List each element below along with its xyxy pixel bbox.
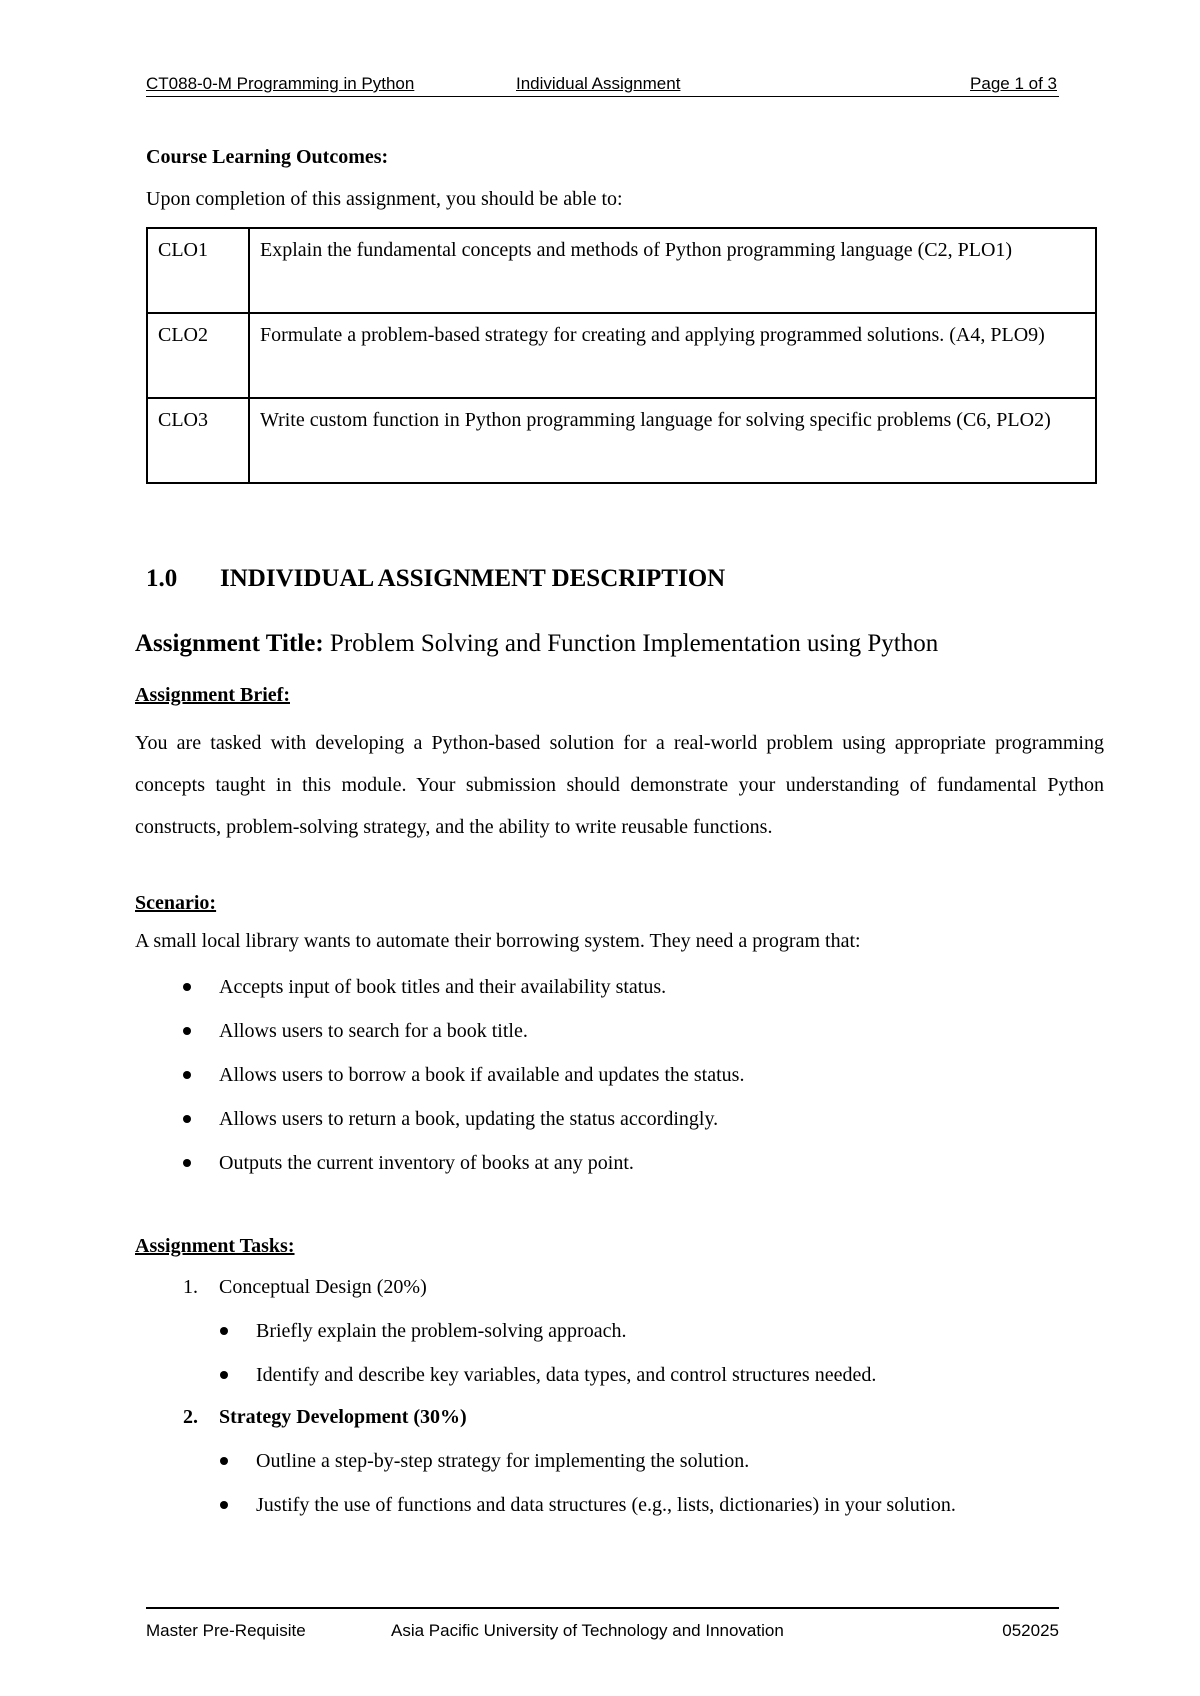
brief-paragraph: You are tasked with developing a Python-based solution for a real-world problem using appropriate programming concepts taught in this module. Your submission should demonstrate your understanding of fundamental Python constructs, problem-solving strategy, and the ability to write reusable functions.	[135, 732, 1104, 838]
task-number: 2.	[183, 1406, 198, 1428]
header-course-code: CT088-0-M Programming in Python	[146, 74, 415, 93]
assignment-title	[135, 630, 938, 658]
clo-row	[147, 228, 1096, 313]
list-item: Allows users to return a book, updating the status accordingly.	[183, 1097, 744, 1141]
list-item: Accepts input of book titles and their availability status.	[183, 965, 744, 1009]
clo-code: CLO1	[147, 228, 249, 313]
list-item: Justify the use of functions and data structures (e.g., lists, dictionaries) in your solution.	[220, 1483, 956, 1527]
header-assignment-type: Individual Assignment	[516, 74, 681, 93]
task-item	[183, 1406, 467, 1429]
list-item: Allows users to borrow a book if available and updates the status.	[183, 1053, 744, 1097]
footer-left: Master Pre-Requisite	[146, 1621, 306, 1640]
assignment-title-label: Assignment Title:	[135, 630, 324, 657]
task-title: Conceptual Design (20%)	[219, 1276, 427, 1298]
task-title: Strategy Development (30%)	[219, 1406, 467, 1428]
clo-intro: Upon completion of this assignment, you should be able to:	[146, 188, 623, 210]
task-number: 1.	[183, 1276, 198, 1298]
section-title: INDIVIDUAL ASSIGNMENT DESCRIPTION	[220, 565, 726, 592]
scenario-intro: A small local library wants to automate their borrowing system. They need a program that:	[135, 930, 861, 952]
header-page-number: Page 1 of 3	[970, 74, 1057, 93]
clo-description: Explain the fundamental concepts and methods of Python programming language (C2, PLO1)	[249, 228, 1096, 313]
section-number: 1.0	[146, 565, 178, 592]
page-footer	[146, 1607, 1059, 1639]
footer-institution: Asia Pacific University of Technology and Innovation	[391, 1621, 784, 1640]
clo-heading: Course Learning Outcomes:	[146, 146, 389, 168]
list-item: Identify and describe key variables, data types, and control structures needed.	[220, 1353, 876, 1397]
clo-code: CLO3	[147, 398, 249, 483]
clo-row	[147, 313, 1096, 398]
list-item: Outputs the current inventory of books at any point.	[183, 1141, 744, 1185]
clo-code: CLO2	[147, 313, 249, 398]
scenario-list	[183, 965, 744, 1185]
footer-code: 052025	[1002, 1621, 1059, 1640]
page-header	[146, 72, 1059, 97]
clo-row	[147, 398, 1096, 483]
tasks-heading: Assignment Tasks:	[135, 1235, 295, 1257]
section-heading	[146, 565, 725, 593]
assignment-title-text: Problem Solving and Function Implementation using Python	[323, 630, 939, 657]
scenario-heading: Scenario:	[135, 892, 217, 914]
task-subitems	[220, 1439, 956, 1527]
list-item: Outline a step-by-step strategy for implementing the solution.	[220, 1439, 956, 1483]
list-item: Allows users to search for a book title.	[183, 1009, 744, 1053]
list-item: Briefly explain the problem-solving approach.	[220, 1309, 876, 1353]
clo-description: Write custom function in Python programming language for solving specific problems (C6, PLO2)	[249, 398, 1096, 483]
clo-description: Formulate a problem-based strategy for creating and applying programmed solutions. (A4, PLO9)	[249, 313, 1096, 398]
clo-table	[146, 227, 1097, 484]
brief-heading: Assignment Brief:	[135, 684, 290, 706]
task-item	[183, 1276, 427, 1299]
task-subitems	[220, 1309, 876, 1397]
